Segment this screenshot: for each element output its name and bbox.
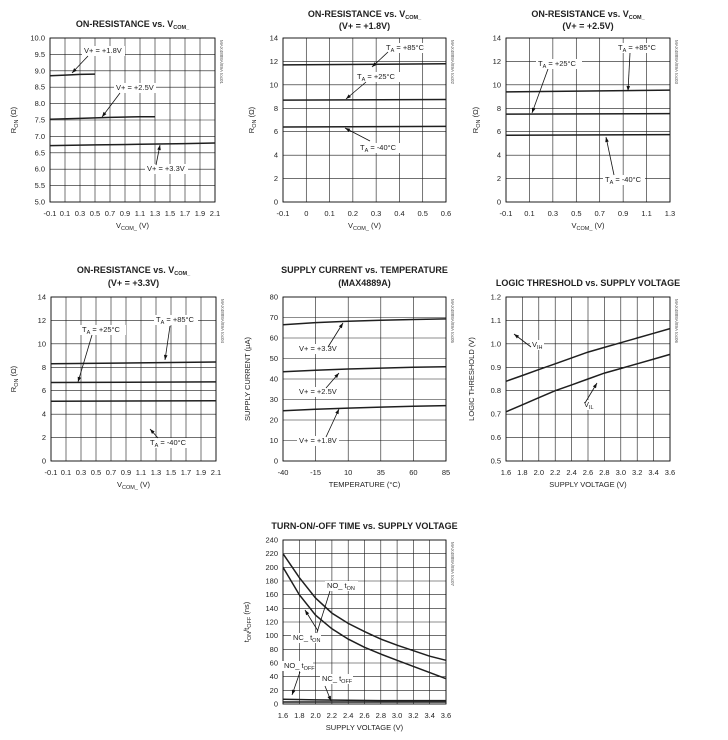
y-tick-label: 60	[269, 658, 278, 668]
y-tick-label: 80	[269, 292, 278, 302]
figure-code: MAX4888A/89A toc01	[219, 40, 224, 85]
x-tick-label: 1.9	[195, 468, 207, 477]
x-tick-label: 0.1	[524, 209, 535, 218]
y-axis-label: $R_{ON}$ (Ω)	[9, 106, 20, 134]
chart-title: SUPPLY CURRENT vs. TEMPERATURE	[281, 265, 448, 275]
y-tick-label: 0	[496, 197, 501, 207]
x-tick-label: 0.3	[370, 209, 382, 218]
y-tick-label: 140	[265, 603, 278, 613]
x-tick-label: 2.1	[209, 209, 221, 218]
x-tick-label: 0.6	[440, 209, 452, 218]
y-tick-label: 60	[269, 333, 278, 343]
x-tick-label: 2.8	[375, 711, 387, 720]
y-tick-label: 120	[265, 617, 278, 627]
y-tick-label: 12	[492, 56, 501, 66]
figure-code: MAX4888A/89A toc03	[674, 40, 679, 85]
x-tick-label: -0.1	[43, 209, 57, 218]
figure-code: MAX4888A/89A toc05	[450, 299, 455, 344]
series-annotation: V+ = +3.3V	[147, 164, 185, 173]
series-line	[51, 401, 216, 402]
x-tick-label: 3.0	[391, 711, 403, 720]
series-annotation: $V_{IH}$	[532, 340, 543, 351]
y-tick-label: 4	[273, 150, 278, 160]
series-line	[283, 319, 446, 325]
series-annotation: V+ = +3.3V	[299, 344, 337, 353]
y-tick-label: 200	[265, 562, 278, 572]
series-annotation: $T_A = +25^\circ C$	[538, 59, 576, 70]
x-tick-label: 1.5	[165, 468, 177, 477]
x-tick-label: 3.6	[440, 711, 452, 720]
y-tick-label: 5.5	[34, 181, 45, 191]
x-tick-label: 3.0	[615, 468, 627, 477]
y-tick-label: 4	[41, 409, 46, 419]
y-tick-label: 70	[269, 313, 278, 322]
chart-title: LOGIC THRESHOLD vs. SUPPLY VOLTAGE	[495, 278, 681, 288]
series-annotation: $T_A = -40^\circ C$	[360, 143, 397, 154]
y-tick-label: 2	[41, 433, 46, 443]
x-tick-label: 1.7	[180, 468, 192, 477]
x-tick-label: 2.1	[210, 468, 222, 477]
x-tick-label: 1.6	[500, 468, 512, 477]
series-line	[50, 117, 155, 120]
label-leader	[165, 326, 170, 360]
series-line	[283, 126, 446, 127]
y-tick-label: 180	[265, 576, 278, 586]
y-tick-label: 0.7	[490, 409, 501, 419]
x-tick-label: 0.5	[571, 209, 582, 218]
x-tick-label: 0.9	[119, 209, 131, 218]
x-tick-label: 1.3	[664, 209, 676, 218]
y-tick-label: 0	[41, 456, 46, 466]
y-tick-label: 50	[269, 354, 278, 363]
y-tick-label: 9.0	[34, 66, 45, 76]
label-leader	[606, 137, 614, 175]
x-axis-label: $V_{COM\_}$ (V)	[117, 480, 150, 491]
series-annotation: $T_A = +25^\circ C$	[357, 72, 395, 83]
chart-title: ON-RESISTANCE vs. $V_{COM\_}$	[307, 9, 422, 21]
y-tick-label: 12	[37, 315, 46, 325]
x-tick-label: 0.5	[417, 209, 428, 218]
y-tick-label: 20	[269, 685, 278, 695]
x-tick-label: 0.3	[547, 209, 559, 218]
y-tick-label: 8	[41, 362, 46, 372]
x-tick-label: 1.8	[517, 468, 528, 477]
y-tick-label: 8.0	[34, 99, 45, 109]
series-annotation: V+ = +2.5V	[116, 83, 154, 92]
series-line	[50, 74, 95, 76]
x-tick-label: -0.1	[276, 209, 290, 218]
x-tick-label: 1.7	[179, 209, 191, 218]
label-arrowhead	[305, 610, 309, 615]
chart-subtitle: (MAX4889A)	[338, 278, 391, 288]
label-arrowhead	[335, 409, 339, 414]
y-axis-label: $R_{ON}$ (Ω)	[9, 365, 20, 393]
x-tick-label: 1.1	[135, 468, 147, 477]
x-tick-label: 0	[304, 209, 309, 218]
x-axis-label: $V_{COM\_}$ (V)	[571, 221, 605, 232]
x-tick-label: 3.2	[408, 711, 419, 720]
chart-4	[9, 265, 225, 491]
y-tick-label: 10.0	[30, 33, 45, 43]
label-arrowhead	[164, 355, 168, 360]
y-tick-label: 0	[273, 699, 278, 709]
chart-6	[467, 278, 680, 489]
x-tick-label: 1.3	[149, 209, 161, 218]
y-tick-label: 2	[496, 174, 501, 184]
x-tick-label: 0.5	[89, 209, 101, 218]
label-arrowhead	[102, 112, 106, 117]
x-tick-label: 60	[409, 468, 418, 477]
y-tick-label: 0	[273, 456, 278, 466]
plot-frame	[283, 38, 446, 202]
label-arrowhead	[345, 128, 350, 132]
x-tick-label: 10	[344, 468, 353, 477]
x-tick-label: 0.9	[120, 468, 132, 477]
series-line	[283, 367, 446, 372]
x-tick-label: 0.7	[105, 468, 117, 477]
series-annotation: V+ = +2.5V	[299, 387, 337, 396]
y-axis-label: $R_{ON}$ (Ω)	[247, 106, 258, 134]
y-tick-label: 1.0	[490, 339, 501, 349]
x-tick-label: -40	[277, 468, 289, 477]
series-annotation: $T_A = +85^\circ C$	[618, 43, 656, 54]
y-tick-label: 240	[265, 535, 278, 545]
figure-code: MAX4888A/89A toc02	[450, 40, 455, 85]
label-arrowhead	[157, 145, 161, 150]
chart-title: ON-RESISTANCE vs. $V_{COM\_}$	[531, 9, 645, 21]
y-tick-label: 12	[269, 56, 278, 66]
y-tick-label: 1.2	[490, 292, 501, 302]
series-line	[283, 64, 446, 65]
x-tick-label: 2.6	[582, 468, 594, 477]
y-tick-label: 10	[492, 80, 501, 90]
series-annotation: $T_A = +25^\circ C$	[82, 325, 120, 336]
series-annotation: $T_A = -40^\circ C$	[605, 175, 642, 186]
y-tick-label: 2	[273, 174, 278, 184]
x-tick-label: 35	[376, 468, 385, 477]
x-tick-label: 85	[441, 468, 451, 477]
y-tick-label: 6	[496, 127, 501, 137]
series-line	[51, 382, 216, 383]
y-tick-label: 100	[265, 631, 278, 641]
x-tick-label: 2.0	[533, 468, 545, 477]
series-line	[506, 135, 670, 136]
chart-title: ON-RESISTANCE vs. $V_{COM\_}$	[76, 265, 191, 277]
y-tick-label: 6.0	[34, 164, 45, 174]
chart-2	[247, 9, 455, 232]
series-annotation: $T_A = -40^\circ C$	[150, 438, 187, 449]
label-arrowhead	[78, 377, 81, 382]
y-tick-label: 9.5	[34, 49, 45, 59]
plot-frame	[506, 38, 670, 202]
y-tick-label: 0.9	[490, 362, 501, 372]
x-tick-label: 2.2	[326, 711, 338, 720]
series-annotation: V+ = +1.8V	[299, 436, 337, 445]
y-tick-label: 7.5	[34, 115, 45, 125]
y-tick-label: 14	[492, 33, 501, 43]
chart-subtitle: (V+ = +3.3V)	[107, 278, 160, 288]
chart-title: ON-RESISTANCE vs. $V_{COM\_}$	[75, 19, 190, 31]
x-tick-label: 2.6	[359, 711, 370, 720]
x-tick-label: 0.7	[594, 209, 605, 218]
chart-5	[243, 265, 455, 489]
y-tick-label: 40	[269, 374, 278, 384]
x-tick-label: 0.2	[347, 209, 359, 218]
x-tick-label: 0.7	[104, 209, 116, 218]
label-leader	[78, 335, 92, 382]
series-annotation: $V_{IL}$	[584, 400, 594, 411]
x-tick-label: 3.6	[664, 468, 676, 477]
label-arrowhead	[339, 323, 343, 328]
x-tick-label: 2.4	[342, 711, 354, 720]
y-tick-label: 14	[269, 33, 278, 43]
x-axis-label: SUPPLY VOLTAGE (V)	[549, 480, 627, 489]
x-tick-label: 3.4	[648, 468, 659, 477]
y-tick-label: 8.5	[34, 82, 45, 92]
y-tick-label: 0.8	[490, 386, 501, 396]
y-tick-label: 40	[269, 672, 278, 682]
x-tick-label: 0.4	[394, 209, 405, 218]
y-axis-label: LOGIC THRESHOLD (V)	[467, 337, 476, 421]
x-axis-label: SUPPLY VOLTAGE (V)	[325, 723, 404, 732]
y-tick-label: 6.5	[34, 148, 45, 158]
x-axis-label: $V_{COM\_}$ (V)	[348, 221, 381, 232]
x-tick-label: 2.4	[566, 468, 577, 477]
x-tick-label: 1.8	[294, 711, 305, 720]
series-annotation: V+ = +1.8V	[84, 46, 122, 55]
series-line	[506, 90, 670, 92]
y-tick-label: 6	[41, 386, 46, 396]
series-annotation: $T_A = +85^\circ C$	[386, 43, 424, 54]
figure-code: MAX4888A/89A toc06	[674, 299, 679, 344]
y-tick-label: 10	[37, 339, 46, 349]
y-tick-label: 0.6	[490, 433, 501, 443]
y-tick-label: 5.0	[34, 197, 45, 207]
figure-code: MAX4888A/89A toc07	[450, 542, 455, 587]
x-tick-label: 1.9	[194, 209, 206, 218]
x-tick-label: 1.1	[134, 209, 146, 218]
y-tick-label: 8	[273, 103, 278, 113]
chart-1	[9, 19, 224, 232]
y-tick-label: 10	[269, 436, 278, 445]
x-tick-label: 0.1	[59, 209, 71, 218]
series-line	[283, 100, 446, 101]
series-line	[50, 143, 215, 146]
x-tick-label: 3.4	[424, 711, 435, 720]
y-axis-label: SUPPLY CURRENT (µA)	[243, 337, 252, 421]
chart-title: TURN-ON/-OFF TIME vs. SUPPLY VOLTAGE	[271, 521, 458, 531]
y-tick-label: 8	[496, 103, 501, 113]
y-axis-label: $t_{ON}/t_{OFF}$ (ns)	[242, 601, 253, 643]
x-tick-label: 1.5	[164, 209, 176, 218]
series-annotation: NO_ $t_{ON}$	[327, 581, 355, 592]
x-tick-label: 0.3	[75, 468, 87, 477]
chart-7	[242, 521, 458, 732]
x-tick-label: 3.2	[631, 468, 643, 477]
y-tick-label: 0	[273, 197, 278, 207]
series-line	[51, 362, 216, 364]
chart-subtitle: (V+ = +2.5V)	[562, 21, 614, 31]
y-tick-label: 1.1	[490, 315, 501, 325]
x-tick-label: 0.3	[74, 209, 86, 218]
y-tick-label: 4	[496, 150, 501, 160]
y-tick-label: 10	[269, 80, 278, 90]
chart-subtitle: (V+ = +1.8V)	[338, 21, 391, 31]
y-tick-label: 220	[265, 549, 278, 559]
series-line	[506, 114, 670, 115]
y-tick-label: 160	[265, 590, 278, 600]
x-tick-label: 2.0	[310, 711, 321, 720]
series-line	[283, 406, 446, 411]
x-tick-label: 0.1	[60, 468, 72, 477]
x-tick-label: 1.1	[641, 209, 652, 218]
x-tick-label: -0.1	[44, 468, 58, 477]
series-annotation: NC_ $t_{ON}$	[293, 633, 321, 644]
x-tick-label: 1.3	[150, 468, 162, 477]
label-arrowhead	[514, 334, 519, 338]
series-annotation: NO_ $t_{OFF}$	[284, 661, 315, 672]
y-tick-label: 30	[269, 395, 278, 404]
x-axis-label: TEMPERATURE (°C)	[328, 480, 401, 489]
y-tick-label: 20	[269, 415, 278, 425]
x-axis-label: $V_{COM\_}$ (V)	[116, 221, 149, 232]
y-axis-label: $R_{ON}$ (Ω)	[471, 106, 482, 134]
x-tick-label: 2.2	[549, 468, 561, 477]
y-tick-label: 7.0	[34, 131, 45, 141]
x-tick-label: -0.1	[499, 209, 513, 218]
x-tick-label: -15	[310, 468, 322, 477]
y-tick-label: 14	[37, 292, 46, 302]
label-leader	[628, 53, 630, 91]
x-tick-label: 2.8	[599, 468, 610, 477]
y-tick-label: 6	[273, 127, 278, 137]
series-annotation: $T_A = +85^\circ C$	[156, 315, 194, 326]
chart-3	[471, 9, 679, 232]
figure-code: MAX4888A/89A toc04	[220, 299, 225, 344]
x-tick-label: 1.6	[277, 711, 289, 720]
x-tick-label: 0.9	[617, 209, 629, 218]
y-tick-label: 0.5	[490, 456, 501, 466]
y-tick-label: 80	[269, 644, 278, 654]
series-annotation: NC_ $t_{OFF}$	[322, 674, 353, 685]
label-arrowhead	[593, 383, 597, 388]
x-tick-label: 0.5	[90, 468, 102, 477]
x-tick-label: 0.1	[324, 209, 335, 218]
